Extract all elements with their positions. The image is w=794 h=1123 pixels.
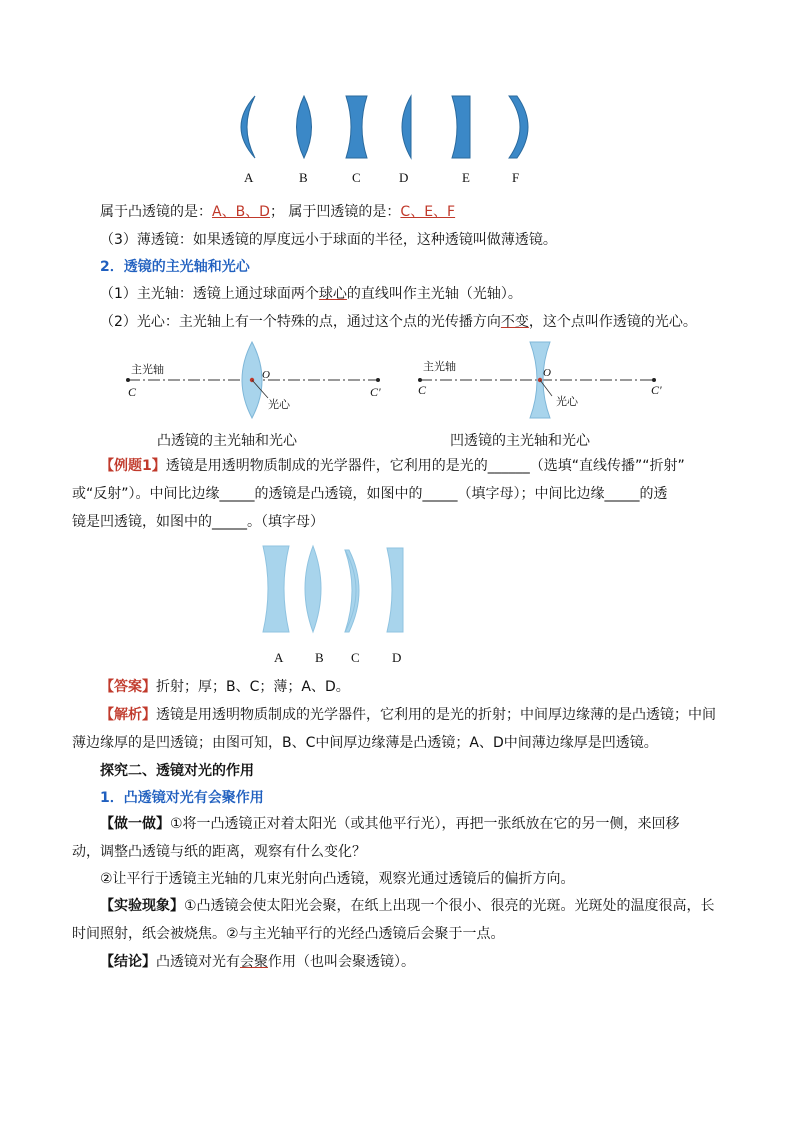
example1-line1 [100,456,685,476]
try-it-tag: 【做一做】 [100,816,170,832]
classification-separator: ； 属于凹透镜的是： [269,204,401,220]
lens-d [402,96,411,158]
answer-text: 折射；厚；B、C；薄；A、D。 [156,679,350,695]
convex-axis-label: 主光轴 [131,363,164,376]
phenomenon-line1-text: ①凸透镜会使太阳光会聚，在纸上出现一个很小、很亮的光斑。光斑处的温度很高，长 [184,898,715,914]
example-lens-d [387,548,403,632]
concave-c-label: C [418,383,427,397]
conclusion-line [100,952,415,972]
lens-b [297,96,312,158]
lens-label-c: C [352,170,361,185]
example1-tag: 【例题1】 [100,458,166,474]
principal-axis-line [100,284,522,304]
lens-label-d: D [399,170,409,185]
concave-axis-label: 主光轴 [423,360,456,373]
phenomenon-line1 [100,896,715,916]
lens-c [346,96,367,158]
convex-center-label: 光心 [268,398,290,411]
sub1-title: 1．凸透镜对光有会聚作用 [100,790,264,806]
analysis-line1-text: 透镜是用透明物质制成的光学器件，它利用的是光的折射；中间厚边缘薄的是凸透镜；中间 [156,707,716,723]
principal-axis-underlined: 球心 [318,286,347,302]
optical-center-suffix: ，这个点叫作透镜的光心。 [528,314,697,330]
convex-c-label: C [128,385,137,399]
concave-c-prime-label: C' [651,383,662,397]
example-lens-a [263,546,289,632]
example-lens-b [305,546,321,632]
example-label-a: A [274,650,284,665]
lens-label-f: F [512,170,520,185]
section2-title: 2．透镜的主光轴和光心 [100,259,250,275]
convex-o-label: O [262,369,270,381]
example-lens-figure [255,540,415,640]
example1-line1-text: 透镜是用透明物质制成的光学器件，它利用的是光的______（选填“直线传播”“折射” [165,458,685,474]
lens-types-figure [225,90,545,185]
analysis-line2: 薄边缘厚的是凹透镜；由图可知，B、C中间厚边缘薄是凸透镜；A、D中间薄边缘厚是凹透镜。 [72,735,658,751]
example1-line2: 或“反射”）。中间比边缘_____的透镜是凸透镜，如图中的_____（填字母）；中间比边缘_____的透 [72,486,668,502]
lens-f [509,96,528,158]
optical-center-underlined: 不变 [500,314,529,330]
lens-a [241,96,255,158]
conclusion-underlined: 会聚 [240,954,268,970]
concave-o-label: O [543,367,551,379]
principal-axis-suffix: 的直线叫作主光轴（光轴）。 [346,286,522,302]
optical-center-prefix: （2）光心：主光轴上有一个特殊的点，通过这个点的光传播方向 [100,314,501,330]
convex-c-prime-label: C' [370,385,381,399]
thin-lens-line: （3）薄透镜：如果透镜的厚度远小于球面的半径，这种透镜叫做薄透镜。 [100,232,557,248]
principal-axis-prefix: （1）主光轴：透镜上通过球面两个 [100,286,319,302]
explore2-title: 探究二、透镜对光的作用 [100,763,254,779]
conclusion-suffix: 作用（也叫会聚透镜）。 [268,954,415,970]
try-it-line2: 动，调整凸透镜与纸的距离，观察有什么变化？ [72,844,366,860]
try-it-line1-text: ①将一凸透镜正对着太阳光（或其他平行光），再把一张纸放在它的另一侧，来回移 [170,816,680,832]
example-label-c: C [351,650,360,665]
convex-caption: 凸透镜的主光轴和光心 [157,433,297,449]
convex-answer: A、B、D [212,204,270,220]
example1-line3: 镜是凹透镜，如图中的_____。（填字母） [72,514,324,530]
lens-label-e: E [462,170,470,185]
lens-e [452,96,470,158]
conclusion-prefix: 凸透镜对光有 [156,954,240,970]
try-it-line3: ②让平行于透镜主光轴的几束光射向凸透镜，观察光通过透镜后的偏折方向。 [100,871,575,887]
convex-axis-diagram [120,340,390,420]
answer-line [100,677,350,697]
phenomenon-line2: 时间照射，纸会被烧焦。②与主光轴平行的光经凸透镜后会聚于一点。 [72,926,505,942]
lens-label-a: A [244,170,254,185]
lens-label-b: B [299,170,308,185]
analysis-tag: 【解析】 [100,707,156,723]
concave-answer: C、E、F [400,204,456,220]
example-label-d: D [392,650,402,665]
classification-line [100,202,455,222]
answer-tag: 【答案】 [100,679,156,695]
conclusion-tag: 【结论】 [100,954,156,970]
concave-center-label: 光心 [556,395,578,408]
phenomenon-tag: 【实验现象】 [100,898,184,914]
analysis-line1 [100,705,716,725]
convex-prefix: 属于凸透镜的是： [100,204,212,220]
concave-caption: 凹透镜的主光轴和光心 [450,433,590,449]
optical-center-line [100,312,697,332]
try-it-line1 [100,814,680,834]
example-label-b: B [315,650,324,665]
concave-axis-diagram [412,340,672,420]
